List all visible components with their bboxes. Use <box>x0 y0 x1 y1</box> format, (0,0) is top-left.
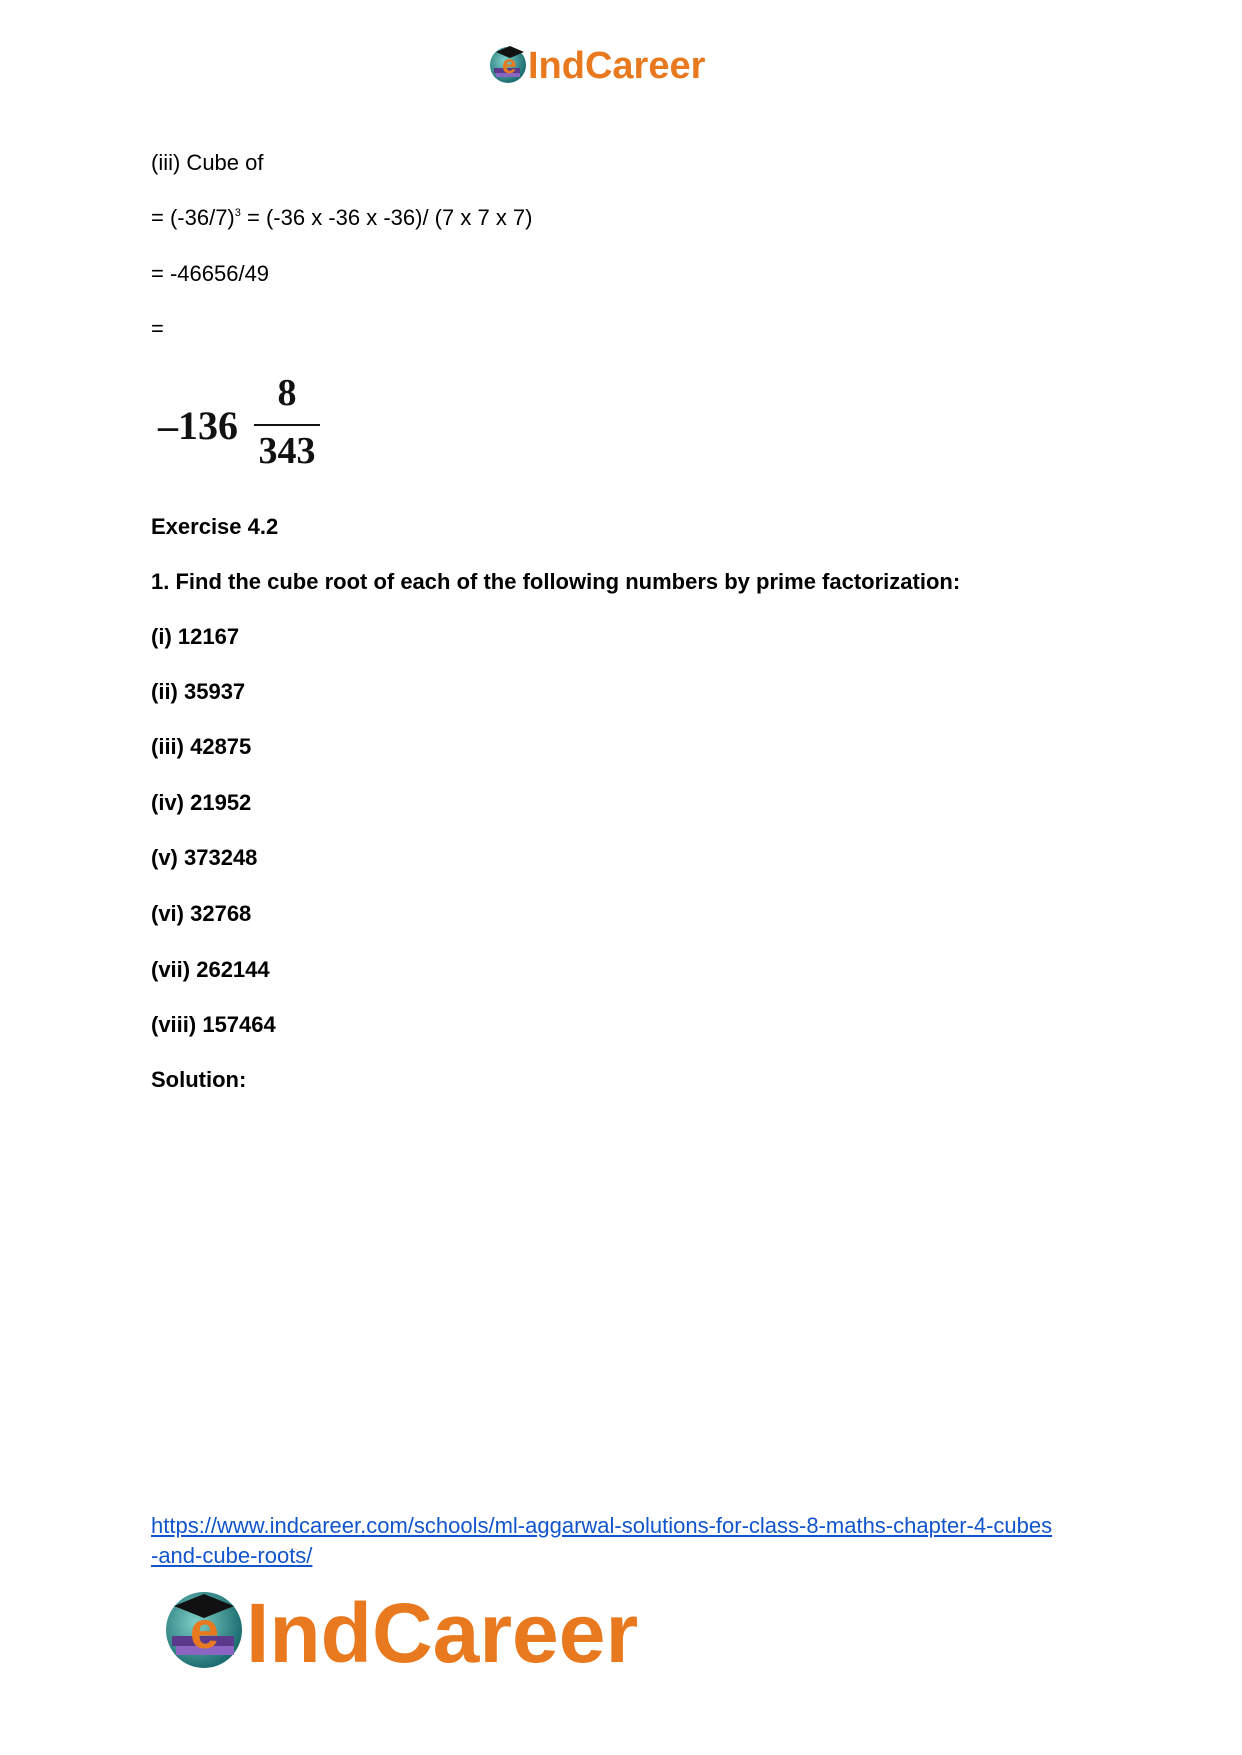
cube-exponent: 3 <box>234 207 241 219</box>
solution-label: Solution: <box>151 1067 247 1092</box>
logo-icon <box>488 40 758 90</box>
list-item: (vi) 32768 <box>151 901 252 926</box>
equals-line: = <box>151 316 164 341</box>
svg-text:IndCareer: IndCareer <box>246 1586 639 1674</box>
list-item: (ii) 35937 <box>151 679 246 704</box>
list-item: (vii) 262144 <box>151 957 270 982</box>
fraction-bar <box>254 424 320 426</box>
list-item: (iv) 21952 <box>151 790 252 815</box>
mixed-fraction-whole: –136 <box>158 403 238 448</box>
list-item: (v) 373248 <box>151 845 258 870</box>
svg-text:e: e <box>190 1602 219 1660</box>
list-item: (i) 12167 <box>151 624 240 649</box>
svg-text:e: e <box>502 49 517 79</box>
indcareer-logo-top <box>488 40 758 90</box>
fraction-result-line: = -46656/49 <box>151 261 270 286</box>
source-link-line2[interactable]: -and-cube-roots/ <box>151 1543 313 1568</box>
list-item: (viii) 157464 <box>151 1012 276 1037</box>
source-link[interactable] <box>151 1511 1111 1571</box>
mixed-fraction-denominator: 343 <box>258 430 316 472</box>
list-item: (iii) 42875 <box>151 734 252 759</box>
mixed-fraction-image <box>158 372 328 478</box>
logo-icon <box>160 1582 700 1674</box>
svg-text:IndCareer: IndCareer <box>528 45 706 87</box>
source-link-line1[interactable]: https://www.indcareer.com/schools/ml-aggarwal-solutions-for-class-8-maths-chapter-4-cubes <box>151 1513 1053 1538</box>
expansion-pre: = (-36/7) <box>151 205 235 230</box>
question-text: 1. Find the cube root of each of the following numbers by prime factorization: <box>151 569 961 594</box>
cube-of-heading: (iii) Cube of <box>151 150 264 175</box>
expansion-post: = (-36 x -36 x -36)/ (7 x 7 x 7) <box>240 205 533 230</box>
exercise-title: Exercise 4.2 <box>151 514 279 539</box>
mixed-fraction-numerator: 8 <box>277 372 297 414</box>
cube-expansion-line <box>151 205 533 231</box>
indcareer-logo-bottom <box>160 1582 700 1674</box>
